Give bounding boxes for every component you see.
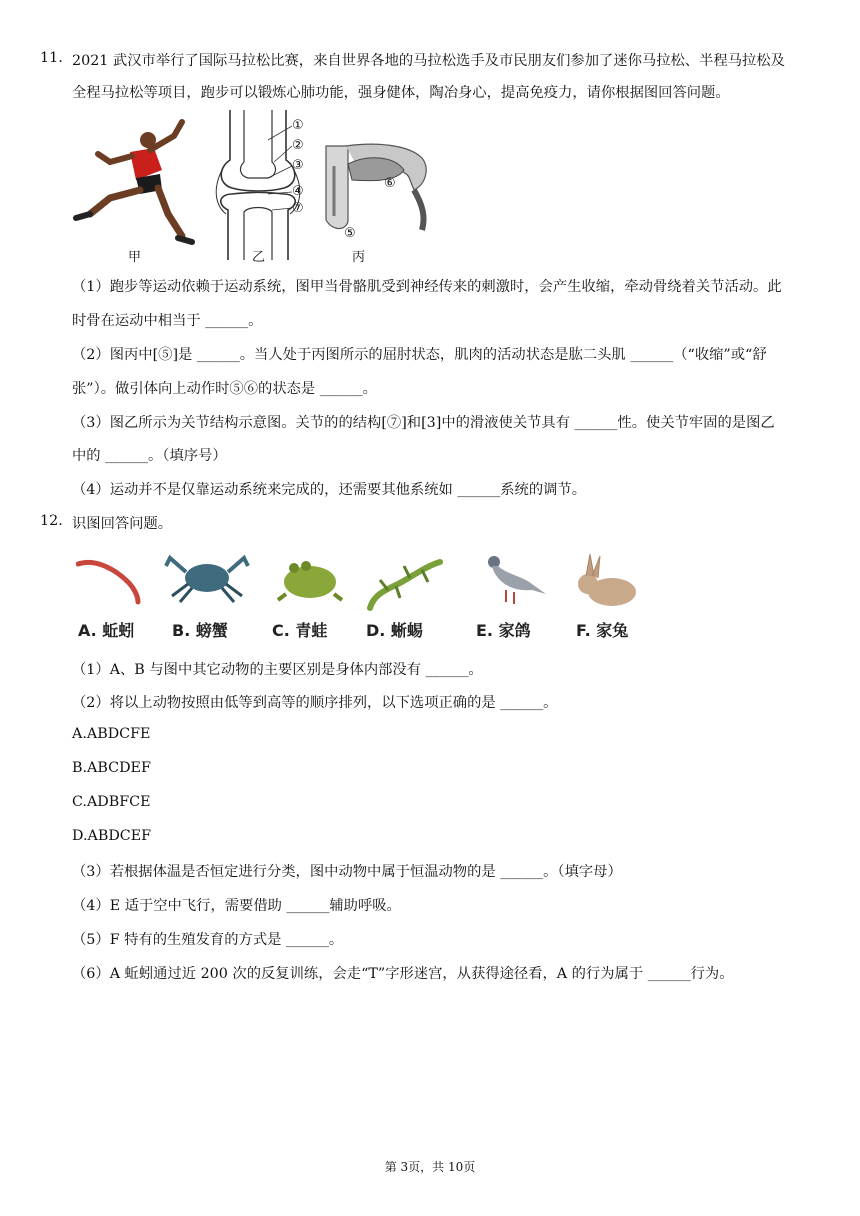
crab-icon [162, 548, 252, 606]
q12-part5: （5）F 特有的生殖发育的方式是 ______。 [72, 932, 344, 948]
q12-part1: （1）A、B 与图中其它动物的主要区别是身体内部没有 ______。 [72, 662, 483, 678]
q11-part3-line1: （3）图乙所示为关节结构示意图。关节的的结构[⑦]和[3]中的滑液使关节具有 ______性。使关节牢固的是图乙 [72, 415, 775, 431]
frog-icon [276, 554, 344, 602]
q12-part6: （6）A 蚯蚓通过近 200 次的反复训练，会走“T”字形迷宫，从获得途径看，A 的行为属于 ______行为。 [72, 966, 734, 982]
option-b: B.ABCDEF [72, 760, 151, 776]
q11-part1-line1: （1）跑步等运动依赖于运动系统，图甲当骨骼肌受到神经传来的刺激时，会产生收缩，牵动骨绕着关节活动。此 [72, 279, 782, 295]
marker-1: ① [292, 118, 304, 133]
q11-part1-line2: 时骨在运动中相当于 ______。 [72, 313, 263, 329]
option-d: D.ABDCEF [72, 828, 152, 844]
option-c: C.ADBFCE [72, 794, 151, 810]
q12-part2: （2）将以上动物按照由低等到高等的顺序排列，以下选项正确的是 ______。 [72, 695, 558, 711]
rabbit-icon [572, 550, 640, 612]
question-number: 12. [40, 513, 63, 529]
earthworm-icon [76, 556, 142, 606]
q12-part4: （4）E 适于空中飞行，需要借助 ______辅助呼吸。 [72, 898, 401, 914]
arm-muscle-figure [318, 136, 438, 246]
page-footer: 第 3页，共 10页 [384, 1160, 476, 1174]
option-a: A.ABDCFE [72, 726, 151, 742]
animal-label-c: C. 青蛙 [272, 621, 328, 640]
pigeon-icon [482, 550, 548, 612]
animal-label-e: E. 家鸽 [476, 621, 531, 640]
marker-5: ⑤ [344, 226, 356, 241]
figure-label-jia: 甲 [128, 250, 142, 265]
question-text-line: 识图回答问题。 [72, 516, 173, 532]
question-text-line: 全程马拉松等项目，跑步可以锻炼心肺功能，强身健体，陶冶身心，提高免疫力，请你根据图回答问题。 [72, 85, 730, 101]
marker-7: ⑦ [292, 201, 304, 216]
animal-label-d: D. 蜥蜴 [366, 621, 423, 640]
animal-label-a: A. 蚯蚓 [78, 621, 135, 640]
runner-figure [70, 118, 200, 250]
q11-part3-line2: 中的 ______。（填序号） [72, 448, 227, 464]
marker-2: ② [292, 138, 304, 153]
figure-label-yi: 乙 [252, 250, 266, 265]
lizard-icon [366, 552, 446, 612]
q11-part2-line2: 张”）。做引体向上动作时⑤⑥的状态是 ______。 [72, 381, 377, 397]
animal-label-f: F. 家兔 [576, 621, 629, 640]
question-number: 11. [40, 50, 63, 66]
q11-part4: （4）运动并不是仅靠运动系统来完成的，还需要其他系统如 ______系统的调节。 [72, 482, 587, 498]
marker-3: ③ [292, 158, 304, 173]
marker-4: ④ [292, 184, 304, 199]
figure-label-bing: 丙 [352, 250, 366, 265]
q11-part2-line1: （2）图丙中[⑤]是 ______。当人处于丙图所示的屈肘状态，肌肉的活动状态是肱二头肌 ______（“收缩”或“舒 [72, 347, 767, 363]
question-text-line: 2021 武汉市举行了国际马拉松比赛，来自世界各地的马拉松选手及市民朋友们参加了迷你马拉松、半程马拉松及 [72, 53, 785, 69]
marker-6: ⑥ [384, 176, 396, 191]
animal-label-b: B. 螃蟹 [172, 621, 228, 640]
q12-part3: （3）若根据体温是否恒定进行分类，图中动物中属于恒温动物的是 ______。（填字母） [72, 864, 622, 880]
